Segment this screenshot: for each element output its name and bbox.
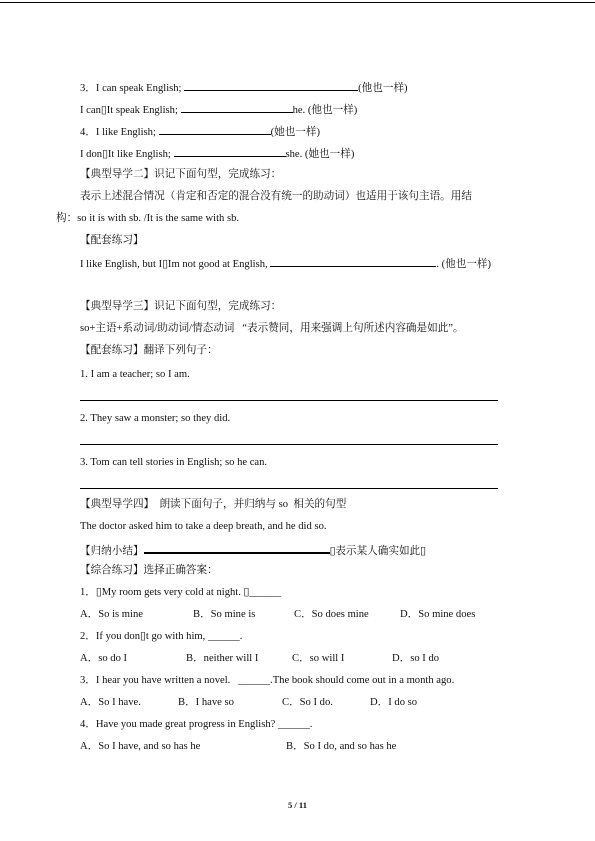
answer-blank[interactable] (174, 146, 286, 157)
section-heading-3: 【典型导学三】识记下面句型，完成练习： (80, 301, 282, 312)
answer-line[interactable] (80, 444, 498, 445)
answer-blank[interactable] (270, 256, 436, 267)
practice-heading: 【配套练习】 (80, 235, 144, 246)
question-3: 3．I hear you have written a novel. ______.The book should come out in a month ago. (80, 675, 455, 686)
exercise-line-3b: I can▯It speak English; he. (他也一样) (80, 102, 357, 117)
option-q2-d[interactable]: D．so I do (392, 653, 440, 664)
answer-blank[interactable] (181, 102, 293, 113)
translate-item-3: 3. Tom can tell stories in English; so he can. (80, 457, 268, 468)
exercise-line-3: 3．I can speak English; (他也一样) (80, 80, 408, 95)
option-q1-d[interactable]: D．So mine does (400, 609, 476, 620)
option-q3-d[interactable]: D．I do so (370, 697, 418, 708)
option-q2-c[interactable]: C．so will I (292, 653, 345, 664)
exercise-line-4: 4．I like English; (她也一样) (80, 124, 320, 139)
translate-item-2: 2. They saw a monster; so they did. (80, 413, 231, 424)
option-q4-b[interactable]: B．So I do, and so has he (286, 741, 397, 752)
question-2: 2．If you don▯t go with him, ______. (80, 631, 243, 642)
header-rule (0, 2, 595, 3)
practice-line: I like English, but I▯Im not good at English, . (他也一样) (80, 256, 491, 271)
section-heading-5: 【综合练习】选择正确答案： (80, 565, 218, 576)
summary-line: 【归纳小结】 ▯表示某人确实如此▯ (80, 542, 426, 558)
answer-line[interactable] (80, 400, 498, 401)
answer-blank[interactable] (184, 80, 358, 91)
practice-heading: 【配套练习】翻译下列句子： (80, 345, 218, 356)
option-q3-c[interactable]: C．So I do. (282, 697, 333, 708)
answer-blank[interactable] (144, 542, 330, 554)
paragraph-line: 构：so it is with sb. /It is the same with sb. (56, 213, 240, 224)
option-q2-a[interactable]: A．so do I (80, 653, 128, 664)
option-q1-c[interactable]: C．So does mine (294, 609, 369, 620)
option-q1-b[interactable]: B．So mine is (193, 609, 256, 620)
page-number: 5 / 11 (288, 800, 307, 810)
section-heading-2: 【典型导学二】识记下面句型，完成练习： (80, 169, 282, 180)
section-heading-4: 【典型导学四】 朗读下面句子，并归纳与 so 相关的句型 (80, 499, 347, 510)
translate-item-1: 1. I am a teacher; so I am. (80, 369, 190, 380)
question-1: 1．▯My room gets very cold at night. ▯______ (80, 587, 282, 598)
option-q1-a[interactable]: A．So is mine (80, 609, 143, 620)
option-q3-b[interactable]: B．I have so (178, 697, 234, 708)
paragraph-line: so+主语+系动词/助动词/情态动词 “表示赞同，用来强调上句所述内容确是如此”。 (80, 323, 464, 334)
option-q4-a[interactable]: A．So I have, and so has he (80, 741, 201, 752)
example-sentence: The doctor asked him to take a deep breath, and he did so. (80, 521, 327, 532)
exercise-line-4b: I don▯It like English; she. (她也一样) (80, 146, 354, 161)
answer-blank[interactable] (159, 124, 271, 135)
option-q3-a[interactable]: A．So I have. (80, 697, 141, 708)
paragraph-line: 表示上述混合情况（肯定和否定的混合没有统一的助动词）也适用于该句主语。用结 (80, 191, 472, 202)
question-4: 4．Have you made great progress in English? ______. (80, 719, 313, 730)
answer-line[interactable] (80, 488, 498, 489)
option-q2-b[interactable]: B．neither will I (186, 653, 259, 664)
